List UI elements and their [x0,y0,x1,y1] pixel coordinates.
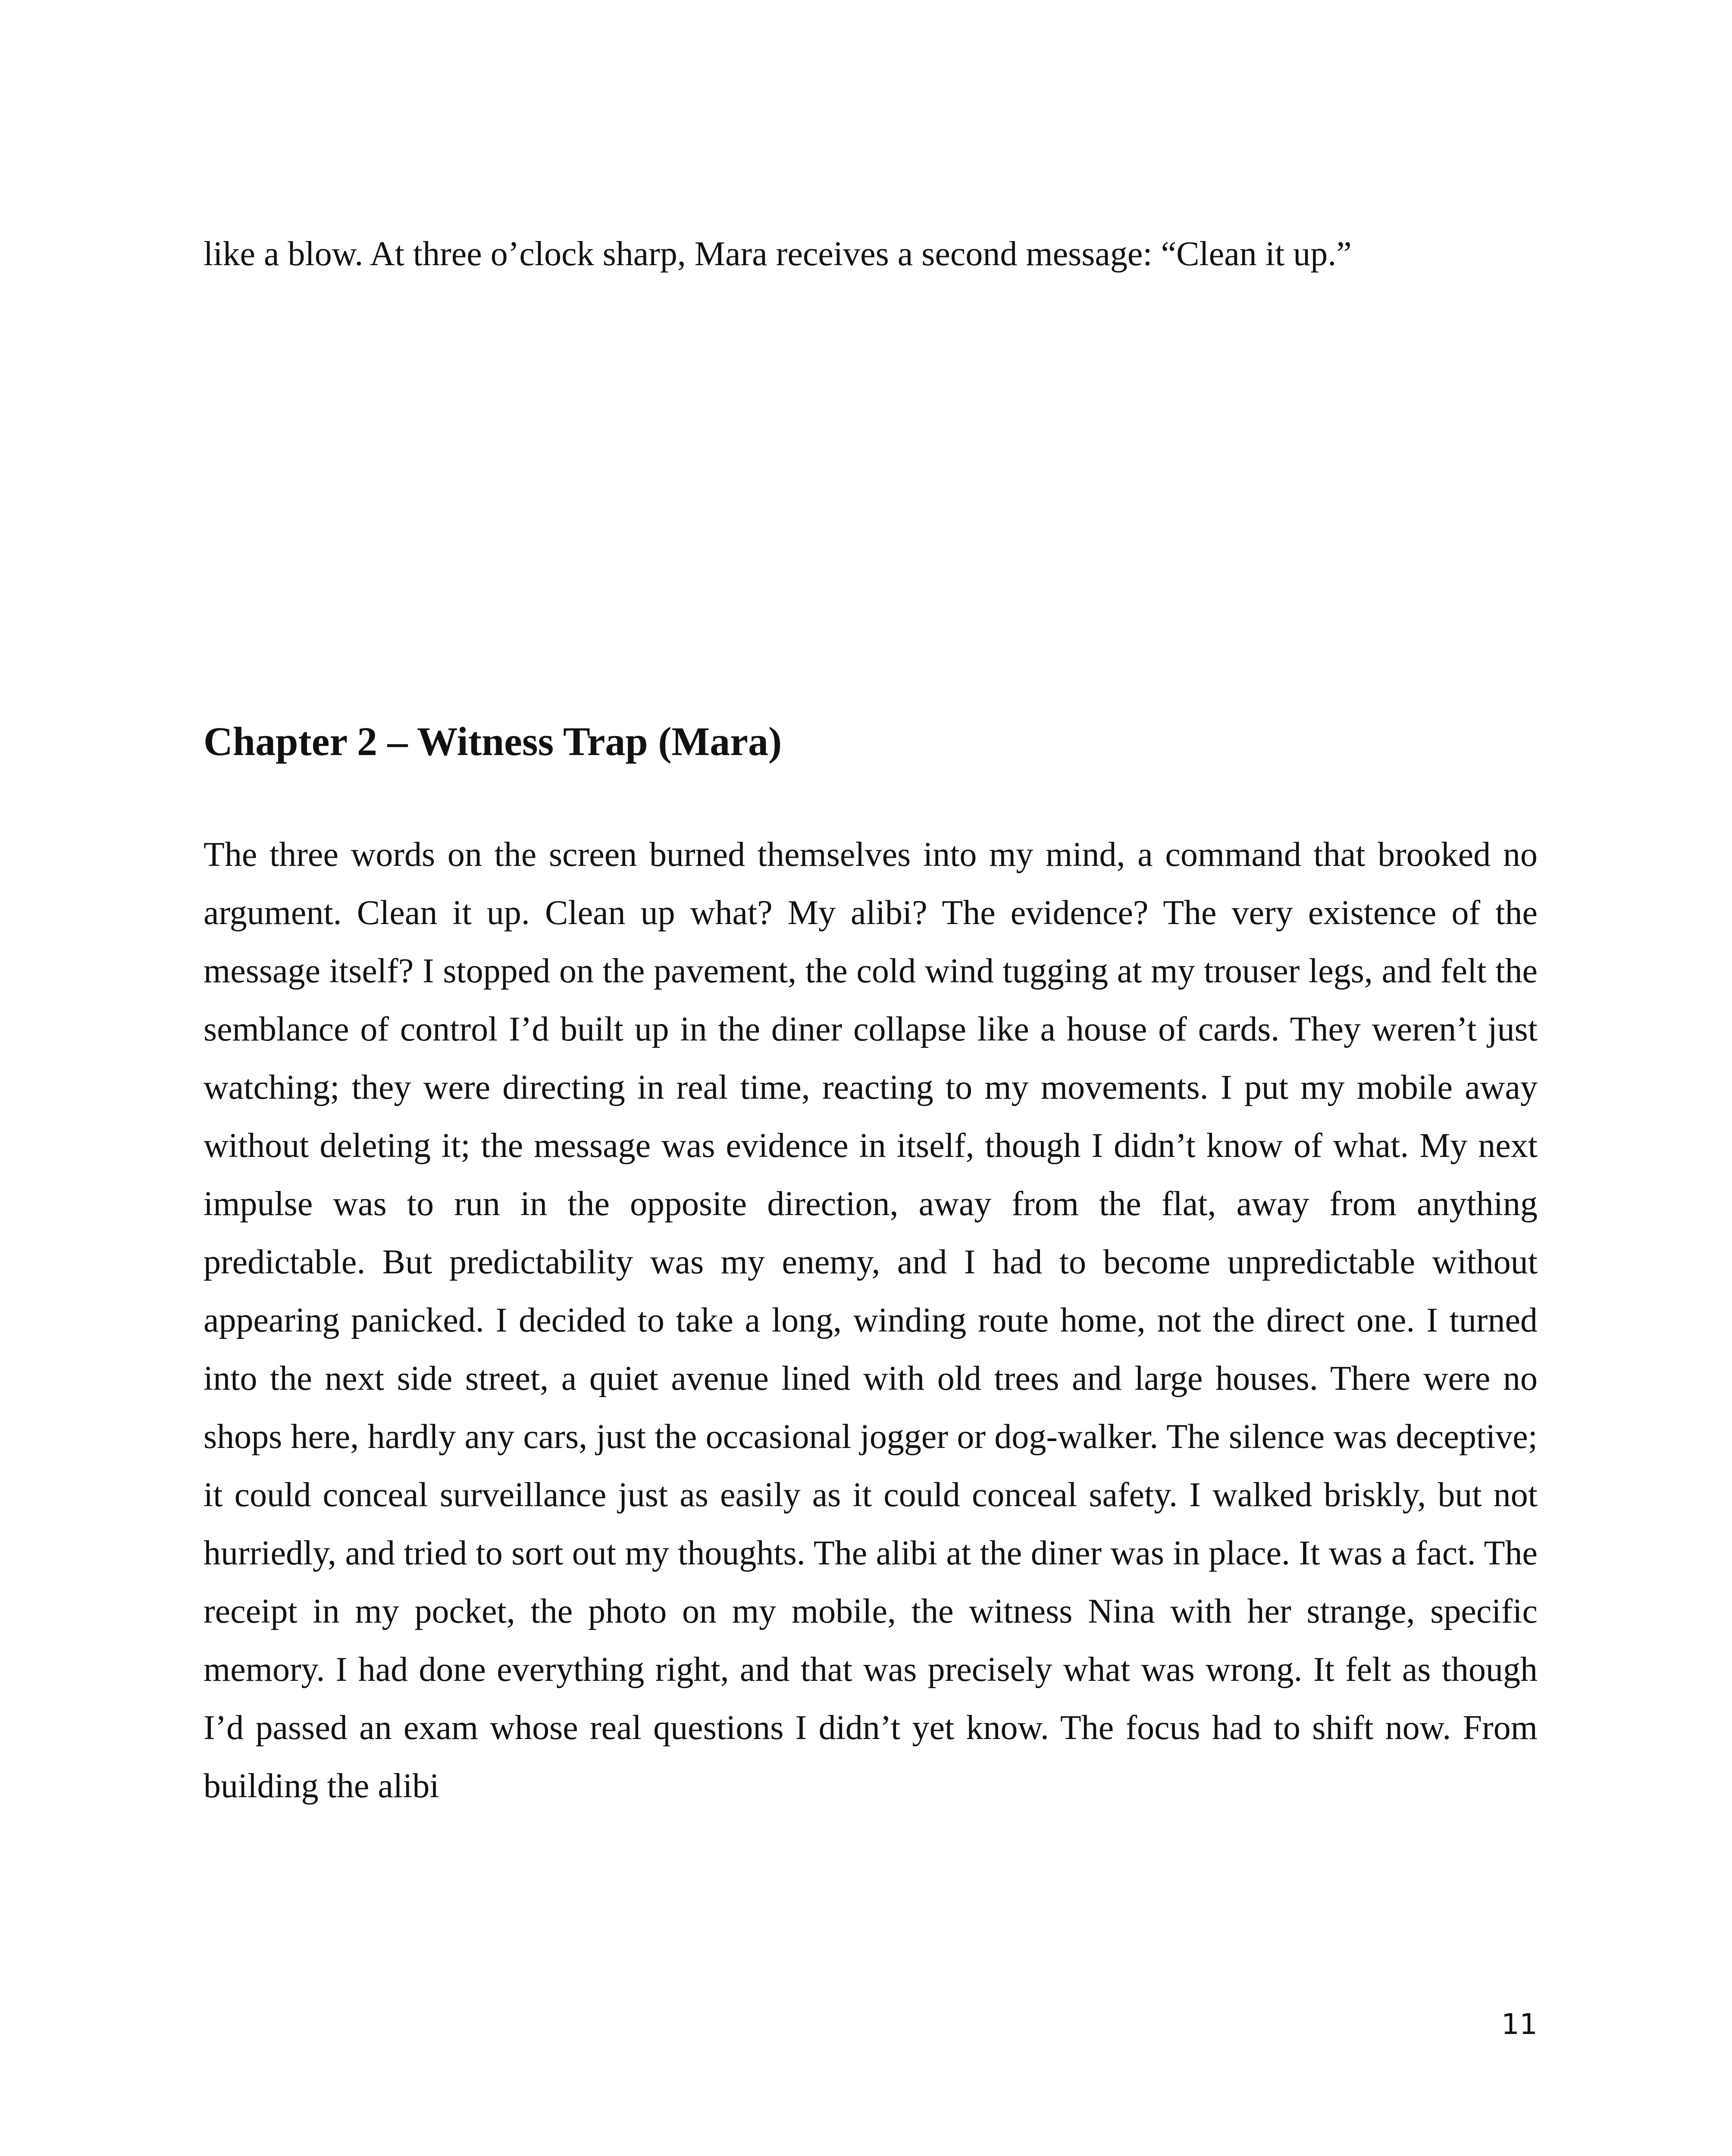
chapter-paragraph: The three words on the screen burned themselves into my mind, a command that brooked no argument. Clean it up. Clean up what? My alibi? The evidence? The very existence of the message itself? I stopped on the pavement, the cold wind tugging at my trouser legs, and felt the semblance of control I’d built up in the diner collapse like a house of cards. They weren’t just watching; they were directing in real time, reacting to my movements. I put my mobile away without deleting it; the message was evidence in itself, though I didn’t know of what. My next impulse was to run in the opposite direction, away from the flat, away from anything predictable. But predictability was my enemy, and I had to become unpredictable without appearing panicked. I decided to take a long, winding route home, not the direct one. I turned into the next side street, a quiet avenue lined with old trees and large houses. There were no shops here, hardly any cars, just the occasional jogger or dog-walker. The silence was deceptive; it could conceal surveillance just as easily as it could conceal safety. I walked briskly, but not hurriedly, and tried to sort out my thoughts. The alibi at the diner was in place. It was a fact. The receipt in my pocket, the photo on my mobile, the witness Nina with her strange, specific memory. I had done everything right, and that was precisely what was wrong. It felt as though I’d passed an exam whose real questions I didn’t yet know. The focus had to shift now. From building the alibi [204,836,1538,1805]
page-number: 11 [1501,2008,1538,2041]
carry-over-paragraph: like a blow. At three o’clock sharp, Mara receives a second message: “Clean it up.” [204,235,1352,273]
chapter-heading: Chapter 2 – Witness Trap (Mara) [204,719,782,764]
